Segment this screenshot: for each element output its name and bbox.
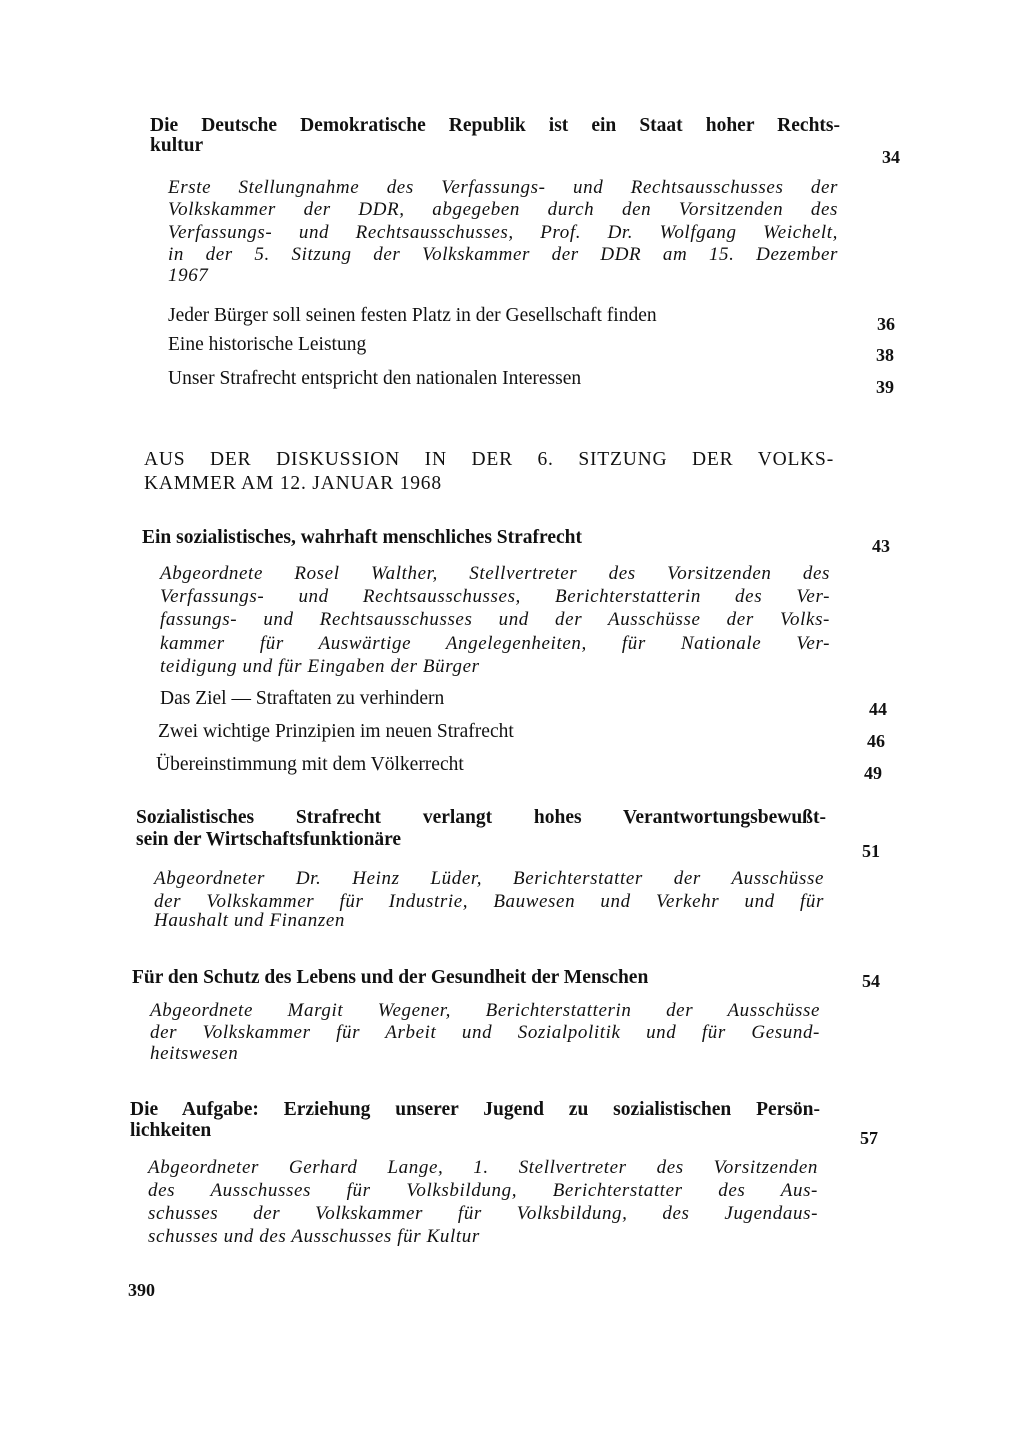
section-description-line: 1967 <box>168 265 209 286</box>
page-ref: 36 <box>877 314 895 334</box>
toc-entry-title: Zwei wichtige Prinzipien im neuen Strafrecht <box>158 721 514 742</box>
section-description-line: Verfassungs- und Rechtsausschusses, Prof. Dr. Wolfgang Weichelt, <box>168 222 838 243</box>
page-ref: 57 <box>860 1128 878 1148</box>
section-description-line: Volkskammer der DDR, abgegeben durch den Vorsitzenden des <box>168 199 838 220</box>
section-title-line: Ein sozialistisches, wahrhaft menschliches Strafrecht <box>142 527 582 548</box>
page-ref: 46 <box>867 731 885 751</box>
section-description-line: kammer für Auswärtige Angelegenheiten, für Nationale Ver- <box>160 633 830 654</box>
section-title-line: Die Deutsche Demokratische Republik ist ein Staat hoher Rechts- <box>150 115 840 136</box>
section-description-line: der Volkskammer für Arbeit und Sozialpolitik und für Gesund- <box>150 1022 820 1043</box>
page-ref: 44 <box>869 699 887 719</box>
section-description-line: Haushalt und Finanzen <box>154 910 345 931</box>
section-description-line: Abgeordnete Rosel Walther, Stellvertreter des Vorsitzenden des <box>160 563 830 584</box>
toc-entry-title: Eine historische Leistung <box>168 334 367 355</box>
section-description-line: schusses der Volkskammer für Volksbildung, des Jugendaus- <box>148 1203 818 1224</box>
section-description-line: Abgeordneter Dr. Heinz Lüder, Berichterstatter der Ausschüsse <box>154 868 824 889</box>
section-title-line: kultur <box>150 135 204 156</box>
section-description-line: Abgeordnete Margit Wegener, Berichterstatterin der Ausschüsse <box>150 1000 820 1021</box>
page-ref: 34 <box>882 147 900 167</box>
section-title-line: Sozialistisches Strafrecht verlangt hohes Verantwortungsbewußt- <box>136 807 826 828</box>
section-description-line: in der 5. Sitzung der Volkskammer der DDR am 15. Dezember <box>168 244 838 265</box>
page-ref: 38 <box>876 345 894 365</box>
section-title-line: Für den Schutz des Lebens und der Gesundheit der Menschen <box>132 967 649 988</box>
page-ref: 54 <box>862 971 880 991</box>
toc-entry-title: Übereinstimmung mit dem Völkerrecht <box>156 754 464 775</box>
toc-entry-title: Unser Strafrecht entspricht den nationalen Interessen <box>168 368 582 389</box>
toc-entry-title: Jeder Bürger soll seinen festen Platz in der Gesellschaft finden <box>168 305 657 326</box>
page-number: 390 <box>128 1280 155 1300</box>
section-description-line: des Ausschusses für Volksbildung, Berichterstatter des Aus- <box>148 1180 818 1201</box>
part-heading-line: KAMMER AM 12. JANUAR 1968 <box>144 473 442 494</box>
page-ref: 49 <box>864 763 882 783</box>
section-title-line: Die Aufgabe: Erziehung unserer Jugend zu sozialistischen Persön- <box>130 1099 820 1120</box>
section-description-line: teidigung und für Eingaben der Bürger <box>160 656 480 677</box>
section-title-line: sein der Wirtschaftsfunktionäre <box>136 829 402 850</box>
page-ref: 51 <box>862 841 880 861</box>
part-heading-line: AUS DER DISKUSSION IN DER 6. SITZUNG DER VOLKS- <box>144 449 834 470</box>
section-description-line: Verfassungs- und Rechtsausschusses, Berichterstatterin des Ver- <box>160 586 830 607</box>
section-title-line: lichkeiten <box>130 1120 212 1141</box>
section-description-line: heitswesen <box>150 1043 239 1064</box>
section-description-line: fassungs- und Rechtsausschusses und der Ausschüsse der Volks- <box>160 609 830 630</box>
section-description-line: der Volkskammer für Industrie, Bauwesen und Verkehr und für <box>154 891 824 912</box>
section-description-line: schusses und des Ausschusses für Kultur <box>148 1226 480 1247</box>
section-description-line: Erste Stellungnahme des Verfassungs- und Rechtsausschusses der <box>168 177 838 198</box>
toc-entry-title: Das Ziel — Straftaten zu verhindern <box>160 688 445 709</box>
page-ref: 39 <box>876 377 894 397</box>
section-description-line: Abgeordneter Gerhard Lange, 1. Stellvertreter des Vorsitzenden <box>148 1157 818 1178</box>
page-ref: 43 <box>872 536 890 556</box>
